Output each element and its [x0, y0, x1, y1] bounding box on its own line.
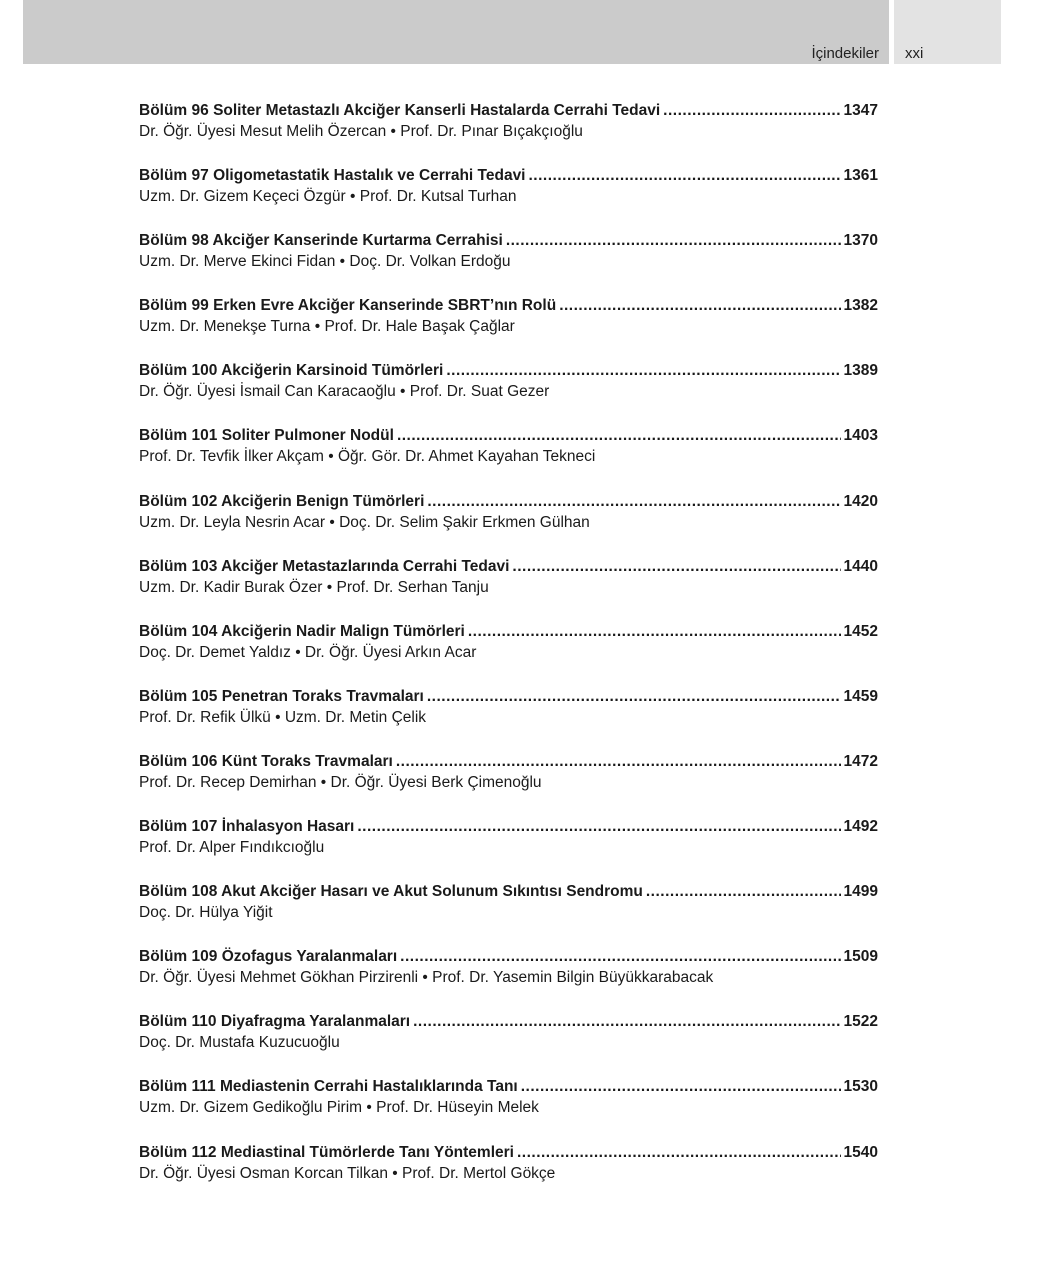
dot-leader	[559, 295, 840, 316]
toc-entry[interactable]	[139, 1011, 878, 1076]
chapter-page: 1382	[843, 297, 878, 315]
chapter-title: Bölüm 108 Akut Akciğer Hasarı ve Akut Solunum Sıkıntısı Sendromu	[139, 883, 643, 901]
toc-entry[interactable]	[139, 425, 878, 490]
chapter-authors: Doç. Dr. Mustafa Kuzucuoğlu	[139, 1034, 340, 1052]
chapter-page: 1361	[843, 167, 878, 185]
chapter-title: Bölüm 99 Erken Evre Akciğer Kanserinde SBRT’nın Rolü	[139, 297, 557, 315]
toc-entry[interactable]	[139, 1142, 878, 1207]
dot-leader	[413, 1011, 840, 1032]
chapter-title: Bölüm 97 Oligometastatik Hastalık ve Cerrahi Tedavi	[139, 167, 526, 185]
chapter-title: Bölüm 107 İnhalasyon Hasarı	[139, 818, 355, 836]
chapter-authors: Uzm. Dr. Merve Ekinci Fidan • Doç. Dr. Volkan Erdoğu	[139, 253, 511, 271]
section-title: İçindekiler	[811, 45, 879, 62]
toc-entry[interactable]	[139, 295, 878, 360]
chapter-authors: Uzm. Dr. Gizem Keçeci Özgür • Prof. Dr. Kutsal Turhan	[139, 188, 517, 206]
chapter-title: Bölüm 101 Soliter Pulmoner Nodül	[139, 427, 394, 445]
toc-entry-line	[139, 881, 878, 902]
chapter-page: 1509	[843, 948, 878, 966]
toc-entry[interactable]	[139, 946, 878, 1011]
chapter-authors: Doç. Dr. Hülya Yiğit	[139, 904, 273, 922]
chapter-page: 1370	[843, 232, 878, 250]
dot-leader	[506, 230, 841, 251]
table-of-contents	[139, 100, 878, 1207]
chapter-authors: Prof. Dr. Alper Fındıkcıoğlu	[139, 839, 325, 857]
chapter-page: 1499	[843, 883, 878, 901]
chapter-authors: Uzm. Dr. Leyla Nesrin Acar • Doç. Dr. Selim Şakir Erkmen Gülhan	[139, 513, 590, 531]
page-number: xxi	[905, 45, 924, 62]
chapter-page: 1440	[843, 557, 878, 575]
chapter-page: 1403	[843, 427, 878, 445]
dot-leader	[646, 881, 841, 902]
toc-entry[interactable]	[139, 360, 878, 425]
toc-entry[interactable]	[139, 556, 878, 621]
dot-leader	[427, 686, 841, 707]
chapter-authors: Prof. Dr. Tevfik İlker Akçam • Öğr. Gör. Dr. Ahmet Kayahan Tekneci	[139, 448, 596, 466]
chapter-authors: Dr. Öğr. Üyesi İsmail Can Karacaoğlu • Prof. Dr. Suat Gezer	[139, 383, 550, 401]
toc-entry[interactable]	[139, 751, 878, 816]
chapter-page: 1459	[843, 687, 878, 705]
toc-entry[interactable]	[139, 100, 878, 165]
toc-entry[interactable]	[139, 621, 878, 686]
chapter-authors: Dr. Öğr. Üyesi Mesut Melih Özercan • Prof. Dr. Pınar Bıçakçıoğlu	[139, 123, 583, 140]
dot-leader	[396, 751, 841, 772]
toc-entry[interactable]	[139, 881, 878, 946]
toc-entry[interactable]	[139, 165, 878, 230]
dot-leader	[400, 946, 840, 967]
chapter-title: Bölüm 96 Soliter Metastazlı Akciğer Kanserli Hastalarda Cerrahi Tedavi	[139, 102, 661, 119]
chapter-title: Bölüm 104 Akciğerin Nadir Malign Tümörleri	[139, 622, 465, 640]
dot-leader	[357, 816, 840, 837]
dot-leader	[529, 165, 841, 186]
dot-leader	[663, 100, 840, 121]
chapter-page: 1540	[843, 1143, 878, 1161]
toc-entry-line	[139, 165, 878, 186]
toc-entry-line	[139, 686, 878, 707]
chapter-title: Bölüm 110 Diyafragma Yaralanmaları	[139, 1013, 411, 1031]
chapter-page: 1530	[843, 1078, 878, 1096]
dot-leader	[397, 425, 841, 446]
toc-entry-line	[139, 1076, 878, 1097]
chapter-title: Bölüm 105 Penetran Toraks Travmaları	[139, 687, 424, 705]
dot-leader	[512, 556, 840, 577]
toc-entry-line	[139, 230, 878, 251]
chapter-authors: Dr. Öğr. Üyesi Mehmet Gökhan Pirzirenli • Prof. Dr. Yasemin Bilgin Büyükkarabacak	[139, 969, 714, 987]
chapter-authors: Uzm. Dr. Menekşe Turna • Prof. Dr. Hale Başak Çağlar	[139, 318, 515, 336]
toc-entry-line	[139, 491, 878, 512]
chapter-authors: Prof. Dr. Recep Demirhan • Dr. Öğr. Üyesi Berk Çimenoğlu	[139, 773, 542, 791]
toc-entry-line	[139, 425, 878, 446]
toc-entry-line	[139, 1142, 878, 1163]
toc-entry-line	[139, 360, 878, 381]
chapter-page: 1347	[843, 102, 878, 119]
chapter-page: 1452	[843, 622, 878, 640]
toc-entry-line	[139, 751, 878, 772]
dot-leader	[446, 360, 840, 381]
chapter-title: Bölüm 98 Akciğer Kanserinde Kurtarma Cerrahisi	[139, 232, 503, 250]
chapter-page: 1522	[843, 1013, 878, 1031]
toc-entry[interactable]	[139, 1076, 878, 1141]
chapter-authors: Uzm. Dr. Kadir Burak Özer • Prof. Dr. Serhan Tanju	[139, 578, 489, 596]
header-bar	[23, 0, 889, 64]
dot-leader	[521, 1076, 841, 1097]
chapter-page: 1389	[843, 362, 878, 380]
chapter-page: 1420	[843, 492, 878, 510]
chapter-title: Bölüm 103 Akciğer Metastazlarında Cerrahi Tedavi	[139, 557, 510, 575]
dot-leader	[427, 491, 840, 512]
toc-entry[interactable]	[139, 686, 878, 751]
chapter-page: 1472	[843, 752, 878, 770]
page-number-tab	[894, 0, 1001, 64]
toc-entry[interactable]	[139, 491, 878, 556]
chapter-title: Bölüm 109 Özofagus Yaralanmaları	[139, 948, 398, 966]
toc-entry-line	[139, 100, 878, 121]
chapter-authors: Uzm. Dr. Gizem Gedikoğlu Pirim • Prof. Dr. Hüseyin Melek	[139, 1099, 539, 1117]
toc-entry-line	[139, 621, 878, 642]
toc-entry[interactable]	[139, 816, 878, 881]
dot-leader	[468, 621, 841, 642]
toc-entry-line	[139, 556, 878, 577]
toc-entry-line	[139, 816, 878, 837]
chapter-title: Bölüm 111 Mediastenin Cerrahi Hastalıklarında Tanı	[139, 1078, 518, 1096]
chapter-title: Bölüm 102 Akciğerin Benign Tümörleri	[139, 492, 425, 510]
chapter-authors: Dr. Öğr. Üyesi Osman Korcan Tilkan • Prof. Dr. Mertol Gökçe	[139, 1164, 556, 1182]
toc-entry-line	[139, 946, 878, 967]
toc-entry-line	[139, 1011, 878, 1032]
chapter-title: Bölüm 112 Mediastinal Tümörlerde Tanı Yöntemleri	[139, 1143, 514, 1161]
chapter-authors: Doç. Dr. Demet Yaldız • Dr. Öğr. Üyesi Arkın Acar	[139, 643, 477, 661]
dot-leader	[517, 1142, 841, 1163]
chapter-title: Bölüm 106 Künt Toraks Travmaları	[139, 752, 393, 770]
toc-entry[interactable]	[139, 230, 878, 295]
chapter-title: Bölüm 100 Akciğerin Karsinoid Tümörleri	[139, 362, 444, 380]
toc-entry-line	[139, 295, 878, 316]
chapter-page: 1492	[843, 818, 878, 836]
chapter-authors: Prof. Dr. Refik Ülkü • Uzm. Dr. Metin Çelik	[139, 708, 427, 726]
